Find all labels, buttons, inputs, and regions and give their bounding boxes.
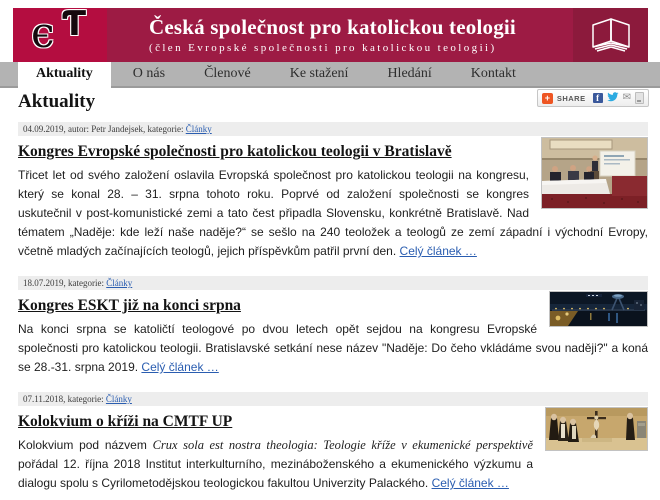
logo-tee-glyph: Ƭ — [62, 4, 87, 44]
site-logo[interactable] — [13, 4, 107, 62]
logo-epsilon-glyph: є — [31, 8, 55, 57]
article-meta — [18, 392, 648, 406]
read-more-link[interactable]: Celý článek … — [141, 360, 219, 374]
article-title-link[interactable]: Kongres ESKT již na konci srpna — [18, 297, 241, 314]
nav-item-kontakt[interactable]: Kontakt — [470, 66, 516, 81]
article-title-link[interactable]: Kolokvium o kříži na CMTF UP — [18, 413, 233, 430]
addthis-share-icon[interactable]: + — [542, 93, 553, 104]
article-kongres-eskt — [18, 276, 648, 377]
article-title-link[interactable]: Kongres Evropské společnosti pro katolickou teologii v Bratislavě — [18, 143, 452, 160]
article-text: Kolokvium pod názvem — [18, 438, 153, 452]
article-thumbnail-bratislava-night[interactable] — [549, 291, 648, 327]
article-kongres-bratislava — [18, 122, 648, 261]
article-text: pořádal 12. října 2018 Institut interkulturního, mezináboženského a ekumenického výzkumu a dialogu spolu s Cyrilometodějskou teologickou fakultou Univerzity Palackého. — [18, 457, 533, 490]
main-nav — [0, 62, 660, 88]
nav-item-ke-stazeni[interactable]: Ke stažení — [289, 66, 349, 81]
nav-item-o-nas[interactable]: O nás — [132, 66, 166, 81]
article-thumbnail-crucifixion-painting[interactable] — [545, 407, 648, 451]
article-body — [18, 320, 648, 377]
email-icon[interactable]: ✉ — [622, 92, 631, 103]
site-title: Česká společnost pro katolickou teologii — [149, 15, 516, 39]
article-meta-text: 04.09.2019, autor: Petr Jandejsek, kategorie: — [23, 124, 186, 134]
category-link[interactable]: Články — [105, 394, 132, 404]
nav-item-clenove[interactable]: Členové — [204, 66, 251, 81]
category-link[interactable]: Články — [106, 278, 133, 288]
site-title-band — [107, 8, 573, 62]
article-kolokvium-kriz — [18, 392, 648, 493]
article-text: Na konci srpna se katoličtí teologové po dvou letech opět sejdou na kongresu Evropské společnosti pro katolickou teologii. Bratislavské setkání nese název "Naděje: Do čeho vkládáme svou naději?" a koná se 28.-31. srpna 2019. — [18, 322, 648, 374]
open-book-icon — [573, 8, 648, 62]
article-text-italic: Crux sola est nostra theologia: Teologie kříže v ekumenické perspektivě — [152, 438, 533, 452]
page-title: Aktuality — [18, 91, 96, 112]
article-meta-text: 07.11.2018, kategorie: — [23, 394, 106, 404]
article-meta — [18, 276, 648, 290]
article-meta-text: 18.07.2019, kategorie: — [23, 278, 107, 288]
read-more-link[interactable]: Celý článek … — [399, 244, 477, 258]
share-label: SHARE — [556, 93, 586, 103]
site-subtitle: (člen Evropské společnosti pro katolickou teologii) — [149, 42, 497, 54]
article-thumbnail-conference[interactable] — [541, 137, 648, 209]
nav-item-hledani[interactable]: Hledání — [387, 66, 432, 81]
content-area — [18, 87, 648, 500]
nav-item-aktuality[interactable]: Aktuality — [18, 62, 111, 88]
read-more-link[interactable]: Celý článek … — [431, 476, 509, 490]
article-text: Třicet let od svého založení oslavila Evropská společnost pro katolickou teologii na kongresu, který se konal 28. – 31. srpna tohoto roku. Poprvé od založení společnosti se kongres uskutečnil v post-komunistické zemi a tato čest připadla Slovensku, konkrétně Bratislavě. Nad tématem „Naděje: kde leží naše naděje?“ se sešlo na 240 teoložek a teologů ze zemí západní i východní Evropy, včetně mladých začínajících teologů, jejich příspěvkům patřil první den. — [18, 168, 648, 258]
category-link[interactable]: Články — [185, 124, 212, 134]
article-meta — [18, 122, 648, 136]
facebook-icon[interactable]: f — [593, 93, 603, 103]
site-header — [13, 4, 648, 62]
